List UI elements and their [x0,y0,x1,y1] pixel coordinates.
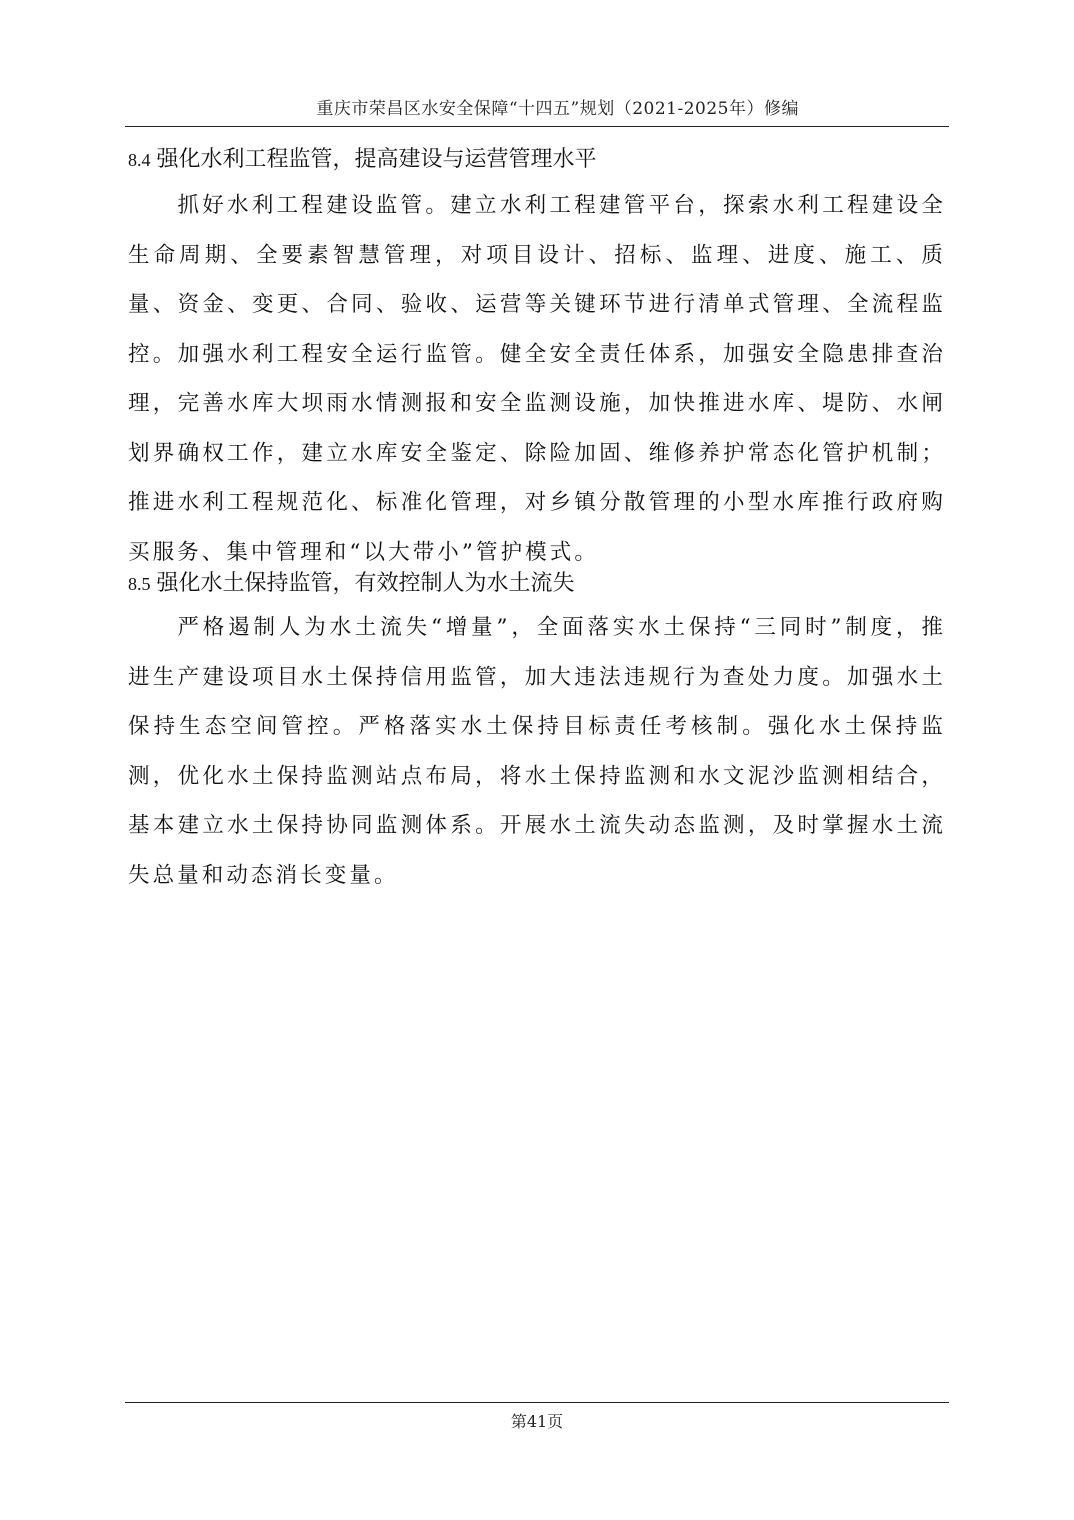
section-paragraph-8-4: 抓好水利工程建设监管。建立水利工程建管平台，探索水利工程建设全生命周期、全要素智慧管理，对项目设计、招标、监理、进度、施工、质量、资金、变更、合同、验收、运营等关键环节进行清单式管理、全流程监控。加强水利工程安全运行监管。健全安全责任体系，加强安全隐患排查治理，完善水库大坝雨水情测报和安全监测设施，加快推进水库、堤防、水闸划界确权工作，建立水库安全鉴定、除险加固、维修养护常态化管护机制；推进水利工程规范化、标准化管理，对乡镇分散管理的小型水库推行政府购买服务、集中管理和“以大带小”管护模式。 [128,193,946,565]
page-footer [125,1402,949,1431]
section-paragraph-8-5: 严格遏制人为水土流失“增量”，全面落实水土保持“三同时”制度，推进生产建设项目水土保持信用监管，加大违法违规行为查处力度。加强水土保持生态空间管控。严格落实水土保持目标责任考核制。强化水土保持监测，优化水土保持监测站点布局，将水土保持监测和水文泥沙监测相结合，基本建立水土保持协同监测体系。开展水土流失动态监测，及时掌握水土流失总量和动态消长变量。 [128,615,946,888]
section-number: 8.4 [128,150,151,170]
page-number: 第41页 [510,1412,564,1431]
document-title: 重庆市荣昌区水安全保障“十四五”规划（2021-2025年）修编 [316,99,799,119]
section-number: 8.5 [128,574,151,594]
section-title: 强化水土保持监管，有效控制人为水土流失 [156,571,575,596]
section-heading-8-5 [128,566,575,597]
page-header [125,92,949,127]
section-title: 强化水利工程监管，提高建设与运营管理水平 [156,147,597,172]
section-heading-8-4 [128,142,597,173]
